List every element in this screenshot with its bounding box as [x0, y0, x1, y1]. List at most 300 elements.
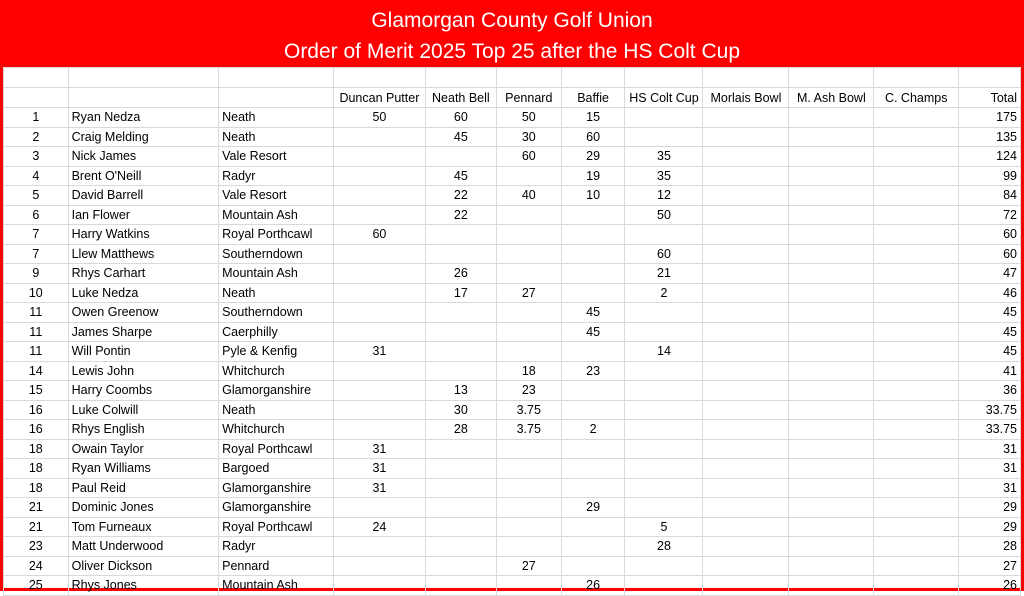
pos-cell: 9	[4, 264, 69, 284]
table-row	[4, 381, 1021, 401]
neath-bell-cell	[425, 459, 496, 479]
m-ash-bowl-cell	[789, 400, 874, 420]
table-row	[4, 478, 1021, 498]
total-cell: 84	[959, 186, 1021, 206]
neath-bell-cell: 30	[425, 400, 496, 420]
empty-cell	[68, 68, 219, 88]
duncan-putter-cell	[333, 537, 425, 557]
table-row	[4, 186, 1021, 206]
total-cell: 45	[959, 322, 1021, 342]
total-cell: 36	[959, 381, 1021, 401]
empty-cell	[425, 68, 496, 88]
c-champs-cell	[874, 478, 959, 498]
pennard-cell	[496, 459, 561, 479]
empty-cell	[874, 68, 959, 88]
total-cell: 31	[959, 459, 1021, 479]
player-cell: Luke Colwill	[68, 400, 219, 420]
pennard-cell: 18	[496, 361, 561, 381]
total-cell: 26	[959, 576, 1021, 596]
table-row	[4, 361, 1021, 381]
pos-cell: 15	[4, 381, 69, 401]
m-ash-bowl-cell	[789, 147, 874, 167]
total-cell: 60	[959, 225, 1021, 245]
c-champs-cell	[874, 537, 959, 557]
morlais-bowl-cell	[703, 400, 789, 420]
m-ash-bowl-cell	[789, 439, 874, 459]
m-ash-bowl-cell	[789, 342, 874, 362]
m-ash-bowl-cell	[789, 537, 874, 557]
column-header-m-ash-bowl: M. Ash Bowl	[789, 88, 874, 108]
neath-bell-cell	[425, 537, 496, 557]
hs-colt-cup-cell	[625, 381, 703, 401]
hs-colt-cup-cell	[625, 361, 703, 381]
c-champs-cell	[874, 576, 959, 596]
pennard-cell	[496, 576, 561, 596]
neath-bell-cell: 22	[425, 186, 496, 206]
spacer-row	[4, 68, 1021, 88]
total-cell: 175	[959, 108, 1021, 128]
neath-bell-cell	[425, 498, 496, 518]
c-champs-cell	[874, 283, 959, 303]
club-cell: Neath	[219, 108, 334, 128]
neath-bell-cell: 45	[425, 127, 496, 147]
morlais-bowl-cell	[703, 381, 789, 401]
player-cell: Oliver Dickson	[68, 556, 219, 576]
club-cell: Mountain Ash	[219, 576, 334, 596]
total-cell: 46	[959, 283, 1021, 303]
pos-cell: 2	[4, 127, 69, 147]
hs-colt-cup-cell	[625, 556, 703, 576]
column-header-baffie: Baffie	[561, 88, 625, 108]
total-cell: 72	[959, 205, 1021, 225]
total-cell: 45	[959, 342, 1021, 362]
pennard-cell: 40	[496, 186, 561, 206]
player-cell: Dominic Jones	[68, 498, 219, 518]
morlais-bowl-cell	[703, 127, 789, 147]
morlais-bowl-cell	[703, 498, 789, 518]
pennard-cell	[496, 478, 561, 498]
m-ash-bowl-cell	[789, 244, 874, 264]
morlais-bowl-cell	[703, 517, 789, 537]
baffie-cell	[561, 381, 625, 401]
baffie-cell: 29	[561, 147, 625, 167]
club-cell: Royal Porthcawl	[219, 225, 334, 245]
table-row	[4, 537, 1021, 557]
m-ash-bowl-cell	[789, 576, 874, 596]
pennard-cell	[496, 342, 561, 362]
c-champs-cell	[874, 498, 959, 518]
duncan-putter-cell	[333, 303, 425, 323]
duncan-putter-cell: 24	[333, 517, 425, 537]
table-row	[4, 127, 1021, 147]
header-row	[4, 88, 1021, 108]
m-ash-bowl-cell	[789, 498, 874, 518]
club-cell: Pyle & Kenfig	[219, 342, 334, 362]
pennard-cell	[496, 517, 561, 537]
morlais-bowl-cell	[703, 147, 789, 167]
m-ash-bowl-cell	[789, 264, 874, 284]
baffie-cell	[561, 283, 625, 303]
pos-cell: 18	[4, 459, 69, 479]
morlais-bowl-cell	[703, 556, 789, 576]
neath-bell-cell: 22	[425, 205, 496, 225]
m-ash-bowl-cell	[789, 361, 874, 381]
total-cell: 60	[959, 244, 1021, 264]
column-header-morlais-bowl: Morlais Bowl	[703, 88, 789, 108]
baffie-cell: 45	[561, 322, 625, 342]
player-cell: Luke Nedza	[68, 283, 219, 303]
club-cell: Mountain Ash	[219, 205, 334, 225]
morlais-bowl-cell	[703, 576, 789, 596]
morlais-bowl-cell	[703, 225, 789, 245]
club-cell: Royal Porthcawl	[219, 517, 334, 537]
player-cell: Llew Matthews	[68, 244, 219, 264]
table-row	[4, 166, 1021, 186]
player-cell: Ian Flower	[68, 205, 219, 225]
total-cell: 124	[959, 147, 1021, 167]
hs-colt-cup-cell: 35	[625, 147, 703, 167]
table-row	[4, 108, 1021, 128]
duncan-putter-cell	[333, 147, 425, 167]
m-ash-bowl-cell	[789, 225, 874, 245]
pos-cell: 7	[4, 244, 69, 264]
duncan-putter-cell: 31	[333, 439, 425, 459]
total-cell: 31	[959, 439, 1021, 459]
player-cell: Brent O'Neill	[68, 166, 219, 186]
c-champs-cell	[874, 127, 959, 147]
m-ash-bowl-cell	[789, 322, 874, 342]
total-cell: 33.75	[959, 420, 1021, 440]
duncan-putter-cell: 31	[333, 342, 425, 362]
pos-cell: 18	[4, 478, 69, 498]
total-cell: 33.75	[959, 400, 1021, 420]
c-champs-cell	[874, 342, 959, 362]
baffie-cell	[561, 205, 625, 225]
pos-cell: 21	[4, 517, 69, 537]
c-champs-cell	[874, 517, 959, 537]
pennard-cell	[496, 264, 561, 284]
pennard-cell: 30	[496, 127, 561, 147]
duncan-putter-cell	[333, 381, 425, 401]
hs-colt-cup-cell: 28	[625, 537, 703, 557]
neath-bell-cell: 28	[425, 420, 496, 440]
neath-bell-cell: 13	[425, 381, 496, 401]
baffie-cell: 23	[561, 361, 625, 381]
player-cell: Owain Taylor	[68, 439, 219, 459]
hs-colt-cup-cell	[625, 478, 703, 498]
baffie-cell: 26	[561, 576, 625, 596]
morlais-bowl-cell	[703, 205, 789, 225]
table-row	[4, 576, 1021, 596]
neath-bell-cell	[425, 439, 496, 459]
hs-colt-cup-cell	[625, 127, 703, 147]
c-champs-cell	[874, 166, 959, 186]
player-cell: Nick James	[68, 147, 219, 167]
pennard-cell: 3.75	[496, 400, 561, 420]
m-ash-bowl-cell	[789, 517, 874, 537]
pos-cell: 23	[4, 537, 69, 557]
pennard-cell: 3.75	[496, 420, 561, 440]
club-cell: Vale Resort	[219, 147, 334, 167]
club-cell: Glamorganshire	[219, 381, 334, 401]
neath-bell-cell	[425, 478, 496, 498]
column-header-pos	[4, 88, 69, 108]
pos-cell: 25	[4, 576, 69, 596]
pos-cell: 16	[4, 420, 69, 440]
c-champs-cell	[874, 303, 959, 323]
neath-bell-cell	[425, 342, 496, 362]
pennard-cell	[496, 498, 561, 518]
pennard-cell	[496, 244, 561, 264]
c-champs-cell	[874, 439, 959, 459]
column-header-hs-colt-cup: HS Colt Cup	[625, 88, 703, 108]
m-ash-bowl-cell	[789, 459, 874, 479]
pos-cell: 7	[4, 225, 69, 245]
duncan-putter-cell	[333, 205, 425, 225]
hs-colt-cup-cell	[625, 439, 703, 459]
pos-cell: 11	[4, 303, 69, 323]
empty-cell	[561, 68, 625, 88]
club-cell: Mountain Ash	[219, 264, 334, 284]
empty-cell	[703, 68, 789, 88]
hs-colt-cup-cell	[625, 420, 703, 440]
duncan-putter-cell: 50	[333, 108, 425, 128]
empty-cell	[4, 68, 69, 88]
pos-cell: 21	[4, 498, 69, 518]
morlais-bowl-cell	[703, 186, 789, 206]
neath-bell-cell	[425, 322, 496, 342]
hs-colt-cup-cell: 35	[625, 166, 703, 186]
hs-colt-cup-cell: 60	[625, 244, 703, 264]
baffie-cell	[561, 439, 625, 459]
baffie-cell: 10	[561, 186, 625, 206]
pos-cell: 16	[4, 400, 69, 420]
table-row	[4, 400, 1021, 420]
club-cell: Radyr	[219, 166, 334, 186]
pos-cell: 1	[4, 108, 69, 128]
column-header-total: Total	[959, 88, 1021, 108]
baffie-cell	[561, 478, 625, 498]
baffie-cell: 29	[561, 498, 625, 518]
order-of-merit-table	[3, 67, 1021, 596]
c-champs-cell	[874, 244, 959, 264]
morlais-bowl-cell	[703, 478, 789, 498]
m-ash-bowl-cell	[789, 283, 874, 303]
player-cell: Paul Reid	[68, 478, 219, 498]
duncan-putter-cell: 31	[333, 478, 425, 498]
neath-bell-cell	[425, 225, 496, 245]
player-cell: Tom Furneaux	[68, 517, 219, 537]
player-cell: Rhys Jones	[68, 576, 219, 596]
club-cell: Vale Resort	[219, 186, 334, 206]
baffie-cell	[561, 400, 625, 420]
hs-colt-cup-cell	[625, 225, 703, 245]
pos-cell: 3	[4, 147, 69, 167]
morlais-bowl-cell	[703, 459, 789, 479]
pos-cell: 4	[4, 166, 69, 186]
pos-cell: 10	[4, 283, 69, 303]
m-ash-bowl-cell	[789, 108, 874, 128]
baffie-cell	[561, 264, 625, 284]
m-ash-bowl-cell	[789, 205, 874, 225]
c-champs-cell	[874, 147, 959, 167]
total-cell: 45	[959, 303, 1021, 323]
table-row	[4, 147, 1021, 167]
empty-cell	[789, 68, 874, 88]
player-cell: Lewis John	[68, 361, 219, 381]
pennard-cell	[496, 537, 561, 557]
table-row	[4, 244, 1021, 264]
total-cell: 41	[959, 361, 1021, 381]
player-cell: Will Pontin	[68, 342, 219, 362]
pennard-cell: 27	[496, 556, 561, 576]
club-cell: Southerndown	[219, 244, 334, 264]
table-row	[4, 283, 1021, 303]
morlais-bowl-cell	[703, 342, 789, 362]
club-cell: Radyr	[219, 537, 334, 557]
c-champs-cell	[874, 381, 959, 401]
pos-cell: 6	[4, 205, 69, 225]
baffie-cell	[561, 342, 625, 362]
pennard-cell	[496, 205, 561, 225]
total-cell: 29	[959, 517, 1021, 537]
table-row	[4, 459, 1021, 479]
title-banner	[3, 3, 1021, 67]
m-ash-bowl-cell	[789, 420, 874, 440]
hs-colt-cup-cell: 5	[625, 517, 703, 537]
duncan-putter-cell	[333, 322, 425, 342]
m-ash-bowl-cell	[789, 556, 874, 576]
morlais-bowl-cell	[703, 166, 789, 186]
pos-cell: 11	[4, 322, 69, 342]
pennard-cell	[496, 303, 561, 323]
column-header-club	[219, 88, 334, 108]
duncan-putter-cell	[333, 420, 425, 440]
neath-bell-cell	[425, 576, 496, 596]
baffie-cell	[561, 556, 625, 576]
neath-bell-cell	[425, 147, 496, 167]
c-champs-cell	[874, 186, 959, 206]
c-champs-cell	[874, 225, 959, 245]
table-row	[4, 556, 1021, 576]
neath-bell-cell	[425, 556, 496, 576]
duncan-putter-cell	[333, 283, 425, 303]
player-cell: Matt Underwood	[68, 537, 219, 557]
player-cell: Harry Coombs	[68, 381, 219, 401]
c-champs-cell	[874, 322, 959, 342]
duncan-putter-cell	[333, 186, 425, 206]
player-cell: Ryan Nedza	[68, 108, 219, 128]
table-row	[4, 342, 1021, 362]
pennard-cell	[496, 166, 561, 186]
duncan-putter-cell	[333, 361, 425, 381]
column-header-pennard: Pennard	[496, 88, 561, 108]
pennard-cell	[496, 225, 561, 245]
baffie-cell	[561, 459, 625, 479]
total-cell: 47	[959, 264, 1021, 284]
title-line-1: Glamorgan County Golf Union	[371, 9, 653, 32]
column-header-c-champs: C. Champs	[874, 88, 959, 108]
neath-bell-cell	[425, 303, 496, 323]
morlais-bowl-cell	[703, 244, 789, 264]
club-cell: Caerphilly	[219, 322, 334, 342]
hs-colt-cup-cell	[625, 459, 703, 479]
baffie-cell	[561, 244, 625, 264]
column-header-player	[68, 88, 219, 108]
duncan-putter-cell	[333, 498, 425, 518]
empty-cell	[959, 68, 1021, 88]
duncan-putter-cell: 60	[333, 225, 425, 245]
hs-colt-cup-cell	[625, 322, 703, 342]
duncan-putter-cell	[333, 127, 425, 147]
player-cell: Craig Melding	[68, 127, 219, 147]
total-cell: 27	[959, 556, 1021, 576]
club-cell: Whitchurch	[219, 361, 334, 381]
m-ash-bowl-cell	[789, 186, 874, 206]
m-ash-bowl-cell	[789, 166, 874, 186]
baffie-cell: 45	[561, 303, 625, 323]
club-cell: Neath	[219, 127, 334, 147]
m-ash-bowl-cell	[789, 478, 874, 498]
empty-cell	[625, 68, 703, 88]
hs-colt-cup-cell: 21	[625, 264, 703, 284]
player-cell: Harry Watkins	[68, 225, 219, 245]
hs-colt-cup-cell	[625, 576, 703, 596]
club-cell: Glamorganshire	[219, 498, 334, 518]
hs-colt-cup-cell	[625, 108, 703, 128]
table-row	[4, 517, 1021, 537]
baffie-cell	[561, 537, 625, 557]
title-line-2: Order of Merit 2025 Top 25 after the HS Colt Cup	[283, 40, 740, 63]
morlais-bowl-cell	[703, 303, 789, 323]
club-cell: Whitchurch	[219, 420, 334, 440]
table-row	[4, 439, 1021, 459]
player-cell: James Sharpe	[68, 322, 219, 342]
c-champs-cell	[874, 108, 959, 128]
baffie-cell	[561, 517, 625, 537]
player-cell: Ryan Williams	[68, 459, 219, 479]
pennard-cell: 60	[496, 147, 561, 167]
club-cell: Neath	[219, 400, 334, 420]
m-ash-bowl-cell	[789, 303, 874, 323]
morlais-bowl-cell	[703, 420, 789, 440]
pos-cell: 11	[4, 342, 69, 362]
neath-bell-cell: 45	[425, 166, 496, 186]
pennard-cell	[496, 439, 561, 459]
hs-colt-cup-cell: 12	[625, 186, 703, 206]
baffie-cell: 60	[561, 127, 625, 147]
neath-bell-cell: 60	[425, 108, 496, 128]
c-champs-cell	[874, 459, 959, 479]
c-champs-cell	[874, 205, 959, 225]
baffie-cell	[561, 225, 625, 245]
neath-bell-cell: 17	[425, 283, 496, 303]
hs-colt-cup-cell	[625, 303, 703, 323]
c-champs-cell	[874, 264, 959, 284]
empty-cell	[333, 68, 425, 88]
total-cell: 135	[959, 127, 1021, 147]
morlais-bowl-cell	[703, 322, 789, 342]
duncan-putter-cell	[333, 576, 425, 596]
neath-bell-cell	[425, 517, 496, 537]
morlais-bowl-cell	[703, 439, 789, 459]
pennard-cell: 27	[496, 283, 561, 303]
baffie-cell: 2	[561, 420, 625, 440]
morlais-bowl-cell	[703, 361, 789, 381]
c-champs-cell	[874, 400, 959, 420]
empty-cell	[496, 68, 561, 88]
pennard-cell: 23	[496, 381, 561, 401]
